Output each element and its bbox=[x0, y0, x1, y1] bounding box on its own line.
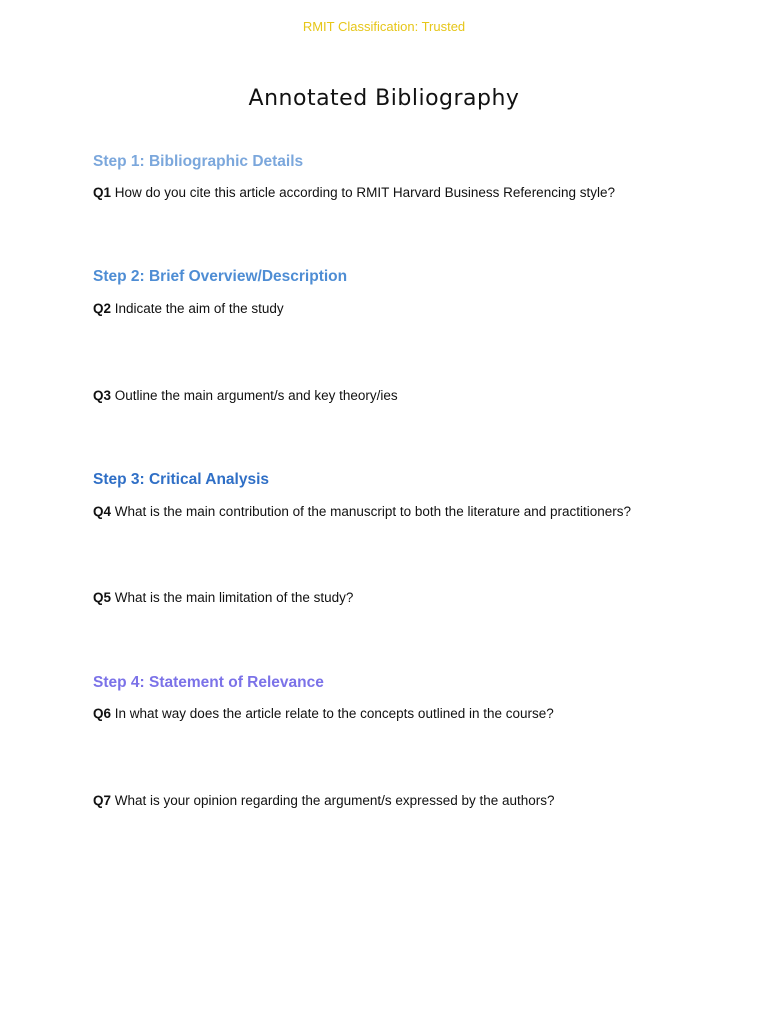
question-number: Q5 bbox=[93, 590, 112, 605]
question-text: What is the main limitation of the study? bbox=[111, 590, 354, 605]
question-text: Indicate the aim of the study bbox=[111, 301, 284, 316]
step-2-heading: Step 2: Brief Overview/Description bbox=[93, 268, 348, 285]
classification-label: RMIT Classification: Trusted bbox=[302, 19, 466, 34]
question-text: How do you cite this article according to RMIT Harvard Business Referencing style? bbox=[111, 185, 615, 200]
page-title: Annotated Bibliography bbox=[248, 86, 520, 111]
question-5 bbox=[93, 590, 353, 605]
step-4-heading: Step 4: Statement of Relevance bbox=[93, 674, 324, 691]
question-3 bbox=[93, 388, 398, 403]
question-2 bbox=[93, 301, 284, 316]
question-text: What is your opinion regarding the argument/s expressed by the authors? bbox=[111, 793, 555, 808]
question-text: What is the main contribution of the manuscript to both the literature and practitioners? bbox=[111, 504, 632, 519]
step-1-heading: Step 1: Bibliographic Details bbox=[93, 153, 304, 170]
question-number: Q1 bbox=[93, 185, 112, 200]
question-7 bbox=[93, 793, 555, 808]
question-number: Q4 bbox=[93, 504, 112, 519]
question-number: Q3 bbox=[93, 388, 112, 403]
question-number: Q2 bbox=[93, 301, 112, 316]
question-1 bbox=[93, 185, 615, 200]
question-6 bbox=[93, 706, 554, 721]
question-4 bbox=[93, 504, 631, 519]
step-3-heading: Step 3: Critical Analysis bbox=[93, 471, 270, 488]
question-number: Q6 bbox=[93, 706, 112, 721]
question-text: Outline the main argument/s and key theory/ies bbox=[111, 388, 398, 403]
question-text: In what way does the article relate to the concepts outlined in the course? bbox=[111, 706, 554, 721]
question-number: Q7 bbox=[93, 793, 112, 808]
